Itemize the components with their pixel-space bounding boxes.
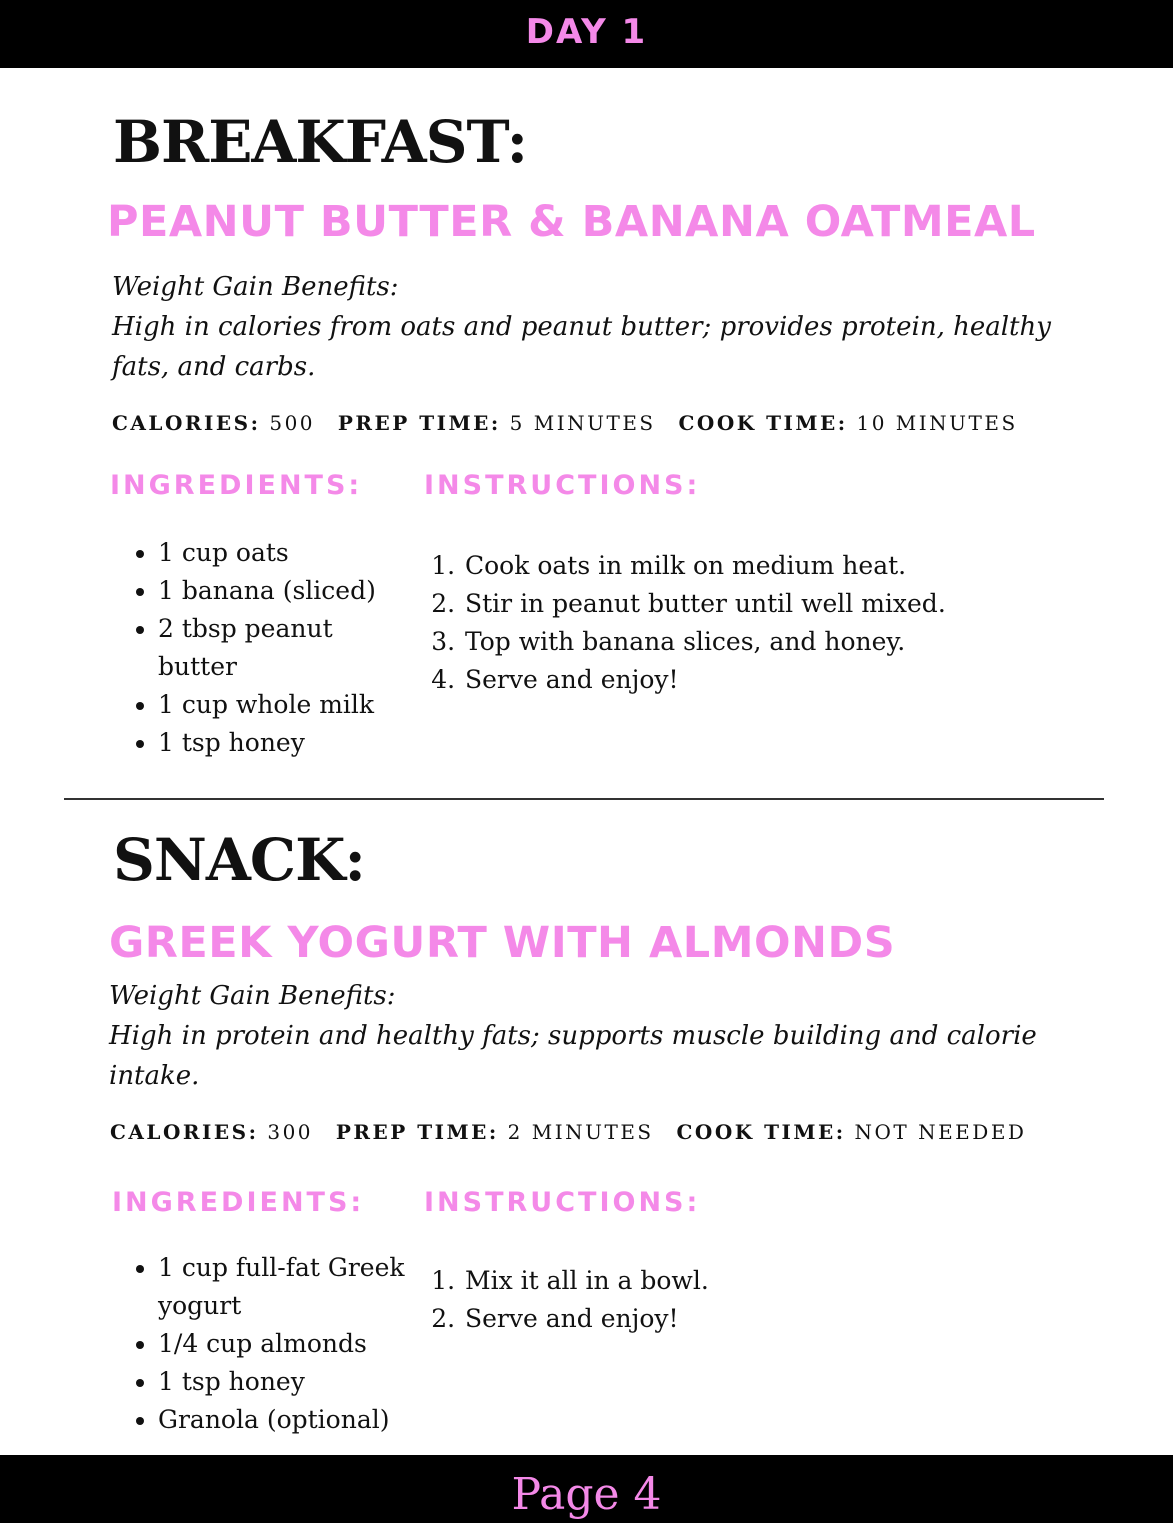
snack-ingredients-heading: INGREDIENTS: <box>112 1187 365 1218</box>
snack-meta-row: CALORIES: 300 PREP TIME: 2 MINUTES COOK TIME: NOT NEEDED <box>110 1120 1027 1144</box>
snack-benefits-heading: Weight Gain Benefits: <box>109 981 396 1011</box>
snack-instructions-list <box>417 1262 709 1338</box>
snack-benefits-line2: intake. <box>109 1061 200 1091</box>
list-item: 3. Top with banana slices, and honey. <box>463 623 946 661</box>
day-header-bar <box>0 0 1173 68</box>
breakfast-ingredients-heading: INGREDIENTS: <box>110 470 363 501</box>
section-divider <box>64 798 1104 800</box>
breakfast-instructions-list <box>417 547 946 699</box>
list-item: • 1 banana (sliced) <box>158 572 418 610</box>
snack-recipe-title: GREEK YOGURT WITH ALMONDS <box>109 918 896 968</box>
list-item: • 1 tsp honey <box>158 1363 418 1401</box>
breakfast-benefits-line1: High in calories from oats and peanut butter; provides protein, healthy <box>112 312 1051 342</box>
breakfast-benefits-heading: Weight Gain Benefits: <box>112 272 399 302</box>
snack-calories-value: 300 <box>267 1120 314 1144</box>
snack-calories-label: CALORIES <box>110 1120 249 1144</box>
list-item: 4. Serve and enjoy! <box>463 661 946 699</box>
breakfast-recipe-title: PEANUT BUTTER & BANANA OATMEAL <box>107 197 1036 247</box>
snack-prep-value: 2 MINUTES <box>507 1120 654 1144</box>
day-label: DAY 1 <box>525 12 648 52</box>
list-item: • 1 cup whole milk <box>158 686 418 724</box>
snack-cook-value: NOT NEEDED <box>854 1120 1027 1144</box>
snack-benefits-line1: High in protein and healthy fats; supports muscle building and calorie <box>109 1021 1037 1051</box>
snack-cook-label: COOK TIME <box>676 1120 836 1144</box>
breakfast-calories-label: CALORIES <box>112 411 251 435</box>
breakfast-cook-value: 10 MINUTES <box>856 411 1018 435</box>
snack-section-title: SNACK: <box>113 826 365 894</box>
snack-benefits <box>109 976 1037 1096</box>
breakfast-ingredients-list <box>112 534 418 762</box>
breakfast-meta-row: CALORIES: 500 PREP TIME: 5 MINUTES COOK TIME: 10 MINUTES <box>112 411 1018 435</box>
page-number: Page 4 <box>511 1469 662 1520</box>
breakfast-prep-label: PREP TIME <box>337 411 491 435</box>
breakfast-benefits-line2: fats, and carbs. <box>112 352 316 382</box>
list-item: • 1/4 cup almonds <box>158 1325 418 1363</box>
breakfast-benefits <box>112 267 1051 387</box>
list-item: • Granola (optional) <box>158 1401 418 1439</box>
breakfast-calories-value: 500 <box>269 411 316 435</box>
list-item: 1. Cook oats in milk on medium heat. <box>463 547 946 585</box>
breakfast-section-title: BREAKFAST: <box>113 108 528 176</box>
list-item: 1. Mix it all in a bowl. <box>463 1262 709 1300</box>
list-item: • 1 tsp honey <box>158 724 418 762</box>
list-item: • 1 cup full-fat Greek yogurt <box>158 1249 418 1325</box>
list-item: 2. Stir in peanut butter until well mixed. <box>463 585 946 623</box>
snack-prep-label: PREP TIME <box>335 1120 489 1144</box>
snack-instructions-heading: INSTRUCTIONS: <box>424 1187 701 1218</box>
list-item: 2. Serve and enjoy! <box>463 1300 709 1338</box>
breakfast-cook-label: COOK TIME <box>678 411 838 435</box>
list-item: • 1 cup oats <box>158 534 418 572</box>
snack-ingredients-list <box>112 1249 418 1439</box>
list-item: • 2 tbsp peanut butter <box>158 610 418 686</box>
breakfast-prep-value: 5 MINUTES <box>509 411 656 435</box>
breakfast-instructions-heading: INSTRUCTIONS: <box>424 470 701 501</box>
page-footer-bar <box>0 1455 1173 1523</box>
